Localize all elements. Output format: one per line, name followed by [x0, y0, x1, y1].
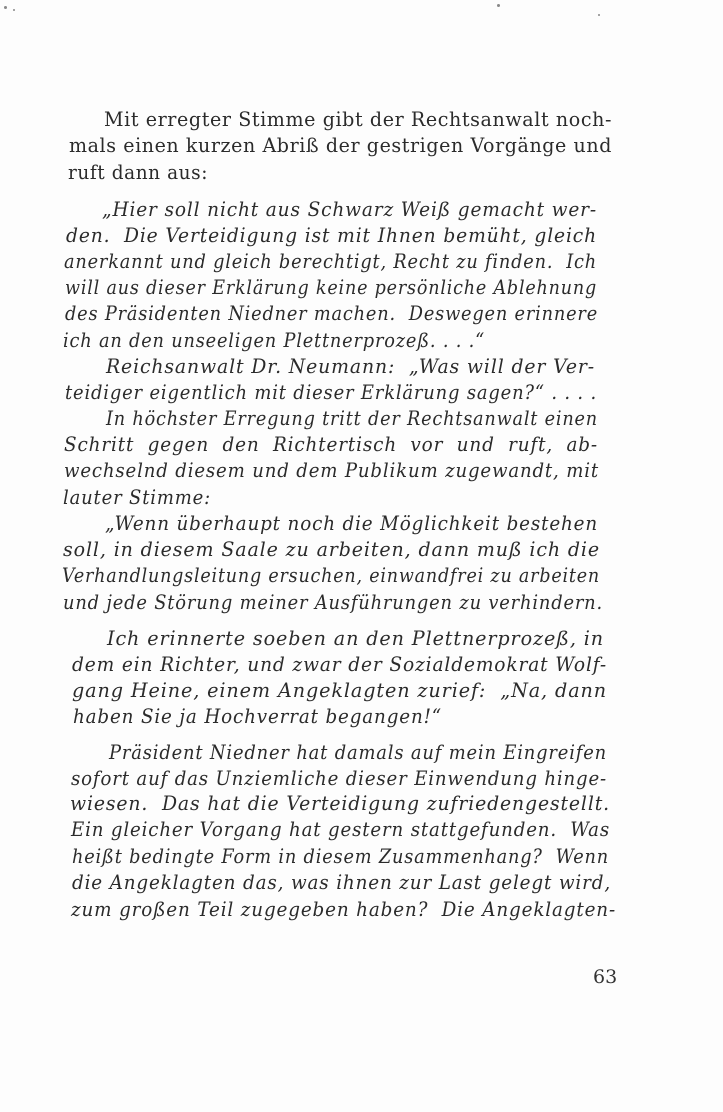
text-line: Ein gleicher Vorgang hat gestern stattgefunden. Was [71, 818, 610, 841]
text-line: lauter Stimme: [63, 486, 211, 509]
text-line: will aus dieser Erklärung keine persönliche Ablehnung [65, 276, 597, 299]
text-line: In höchster Erregung tritt der Rechtsanwalt einen [106, 407, 598, 430]
text-line: anerkannt und gleich berechtigt, Recht zu finden. Ich [64, 250, 597, 273]
text-line: Mit erregter Stimme gibt der Rechtsanwalt noch- [104, 108, 612, 131]
text-line: zum großen Teil zugegeben haben? Die Angeklagten- [71, 898, 616, 921]
text-line: Ich erinnerte soeben an den Plettnerprozeß, in [107, 627, 604, 650]
text-line: dem ein Richter, und zwar der Sozialdemokrat Wolf- [72, 653, 607, 676]
text-line: Präsident Niedner hat damals auf mein Eingreifen [109, 741, 607, 764]
text-line: wechselnd diesem und dem Publikum zugewandt, mit [64, 459, 599, 482]
scan-speck [13, 9, 15, 11]
text-line: Verhandlungsleitung ersuchen, einwandfrei zu arbeiten [62, 564, 600, 587]
text-line: ruft dann aus: [68, 161, 208, 184]
text-line: Schritt gegen den Richtertisch vor und ruft, ab- [64, 433, 598, 456]
text-line: sofort auf das Unziemliche dieser Einwendung hinge- [71, 767, 607, 790]
text-line: und jede Störung meiner Ausführungen zu verhindern. [63, 591, 603, 614]
text-line: Reichsanwalt Dr. Neumann: „Was will der Ver- [106, 355, 595, 378]
text-line: soll, in diesem Saale zu arbeiten, dann muß ich die [63, 538, 600, 561]
text-line: haben Sie ja Hochverrat begangen!“ [73, 705, 442, 728]
scan-speck [598, 14, 600, 16]
text-line: gang Heine, einem Angeklagten zurief: „Na, dann [72, 679, 607, 702]
text-line: ich an den unseeligen Plettnerprozeß. . . .“ [63, 329, 485, 352]
scan-speck [497, 4, 500, 7]
text-line: teidiger eigentlich mit dieser Erklärung sagen?“ . . . . [65, 381, 597, 404]
page-number: 63 [593, 966, 618, 988]
text-line: „Wenn überhaupt noch die Möglichkeit bestehen [105, 512, 598, 535]
text-line: den. Die Verteidigung ist mit Ihnen bemüht, gleich [66, 224, 597, 247]
text-line: „Hier soll nicht aus Schwarz Weiß gemacht wer- [102, 198, 597, 221]
text-line: heißt bedingte Form in diesem Zusammenhang? Wenn [72, 845, 609, 868]
text-line: wiesen. Das hat die Verteidigung zufriedengestellt. [70, 792, 610, 815]
text-line: mals einen kurzen Abriß der gestrigen Vorgänge und [69, 134, 612, 157]
text-line: des Präsidenten Niedner machen. Deswegen erinnere [65, 302, 598, 325]
text-line: die Angeklagten das, was ihnen zur Last gelegt wird, [72, 871, 611, 894]
scan-speck [4, 6, 7, 9]
